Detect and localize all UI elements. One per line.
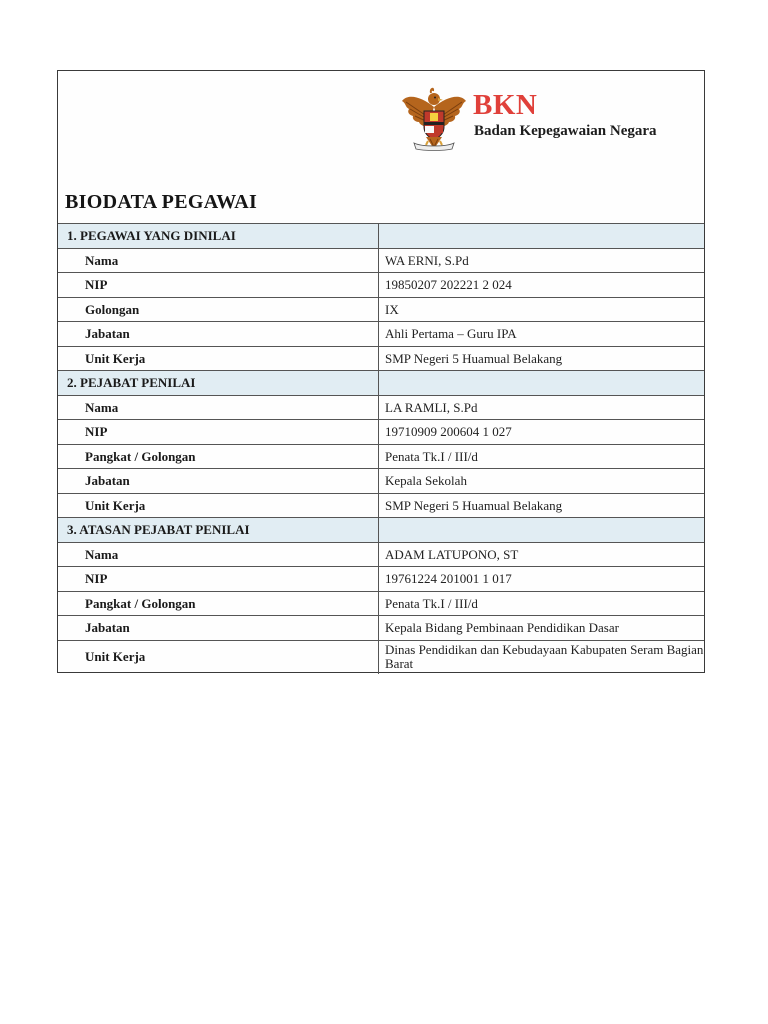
field-label: Jabatan [58, 616, 379, 641]
section-heading: 2. PEJABAT PENILAI [58, 371, 379, 396]
field-value: 19850207 202221 2 024 [379, 273, 705, 298]
table-row [58, 395, 704, 420]
field-label: Golongan [58, 297, 379, 322]
table-row [58, 616, 704, 641]
brand-logo-text: BKN [473, 89, 538, 121]
field-value: LA RAMLI, S.Pd [379, 395, 705, 420]
document-header [58, 71, 704, 221]
field-value: Kepala Bidang Pembinaan Pendidikan Dasar [379, 616, 705, 641]
section-heading: 1. PEGAWAI YANG DINILAI [58, 224, 379, 249]
biodata-table [58, 223, 704, 674]
document-title: BIODATA PEGAWAI [65, 191, 258, 213]
section-heading-empty [379, 371, 705, 396]
field-value: 19710909 200604 1 027 [379, 420, 705, 445]
table-row [58, 420, 704, 445]
brand-subtitle: Badan Kepegawaian Negara [474, 123, 657, 139]
field-value: SMP Negeri 5 Huamual Belakang [379, 346, 705, 371]
field-label: Unit Kerja [58, 493, 379, 518]
table-row [58, 591, 704, 616]
table-row [58, 640, 704, 674]
field-label: Nama [58, 395, 379, 420]
section-header-row [58, 371, 704, 396]
field-value: Kepala Sekolah [379, 469, 705, 494]
table-row [58, 567, 704, 592]
field-value: SMP Negeri 5 Huamual Belakang [379, 493, 705, 518]
field-value: ADAM LATUPONO, ST [379, 542, 705, 567]
field-value: Penata Tk.I / III/d [379, 591, 705, 616]
table-row [58, 273, 704, 298]
field-label: NIP [58, 420, 379, 445]
garuda-emblem-icon [400, 87, 468, 153]
section-heading-empty [379, 224, 705, 249]
document-page [57, 70, 705, 673]
field-label: Jabatan [58, 469, 379, 494]
field-value: Penata Tk.I / III/d [379, 444, 705, 469]
table-row [58, 493, 704, 518]
field-label: Jabatan [58, 322, 379, 347]
table-row [58, 542, 704, 567]
section-heading-empty [379, 518, 705, 543]
section-heading: 3. ATASAN PEJABAT PENILAI [58, 518, 379, 543]
field-label: Nama [58, 248, 379, 273]
field-value: IX [379, 297, 705, 322]
table-row [58, 469, 704, 494]
field-label: Pangkat / Golongan [58, 444, 379, 469]
field-value: WA ERNI, S.Pd [379, 248, 705, 273]
section-header-row [58, 224, 704, 249]
table-row [58, 346, 704, 371]
field-label: Unit Kerja [58, 640, 379, 674]
table-row [58, 322, 704, 347]
field-label: NIP [58, 567, 379, 592]
field-value: 19761224 201001 1 017 [379, 567, 705, 592]
field-label: Unit Kerja [58, 346, 379, 371]
table-row [58, 444, 704, 469]
table-row [58, 248, 704, 273]
field-value: Dinas Pendidikan dan Kebudayaan Kabupaten Seram Bagian Barat [379, 640, 705, 674]
table-row [58, 297, 704, 322]
section-header-row [58, 518, 704, 543]
field-label: NIP [58, 273, 379, 298]
field-label: Pangkat / Golongan [58, 591, 379, 616]
field-value: Ahli Pertama – Guru IPA [379, 322, 705, 347]
field-label: Nama [58, 542, 379, 567]
